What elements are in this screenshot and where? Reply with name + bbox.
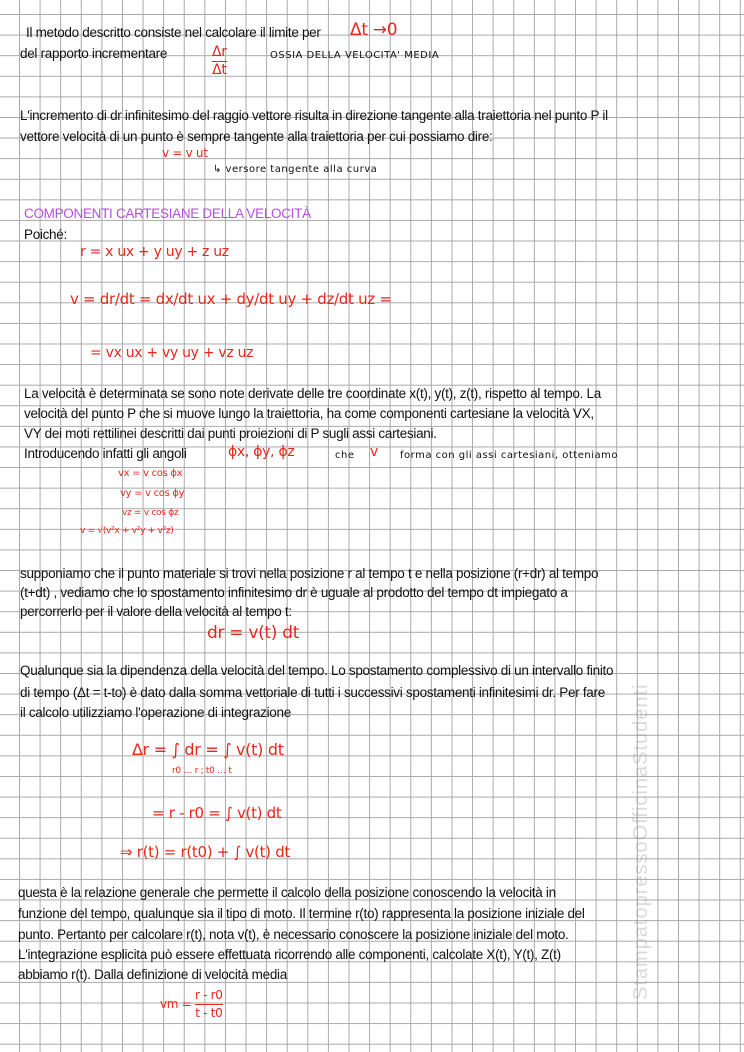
mean-velocity-formula (160, 987, 223, 1022)
text-line: di tempo (Δt = t-to) è dato dalla somma vettoriale di tutti i successivi spostamenti infinitesimi dr. Per fare (20, 685, 605, 700)
displacement-formula: dr = v(t) dt (207, 623, 300, 643)
text-line: del rapporto incrementare (20, 46, 168, 61)
text-line: L'incremento di dr infinitesimo del raggio vettore risulta in direzione tangente alla traiettoria nel punto P il (20, 108, 608, 123)
vy-formula: vy = v cos ϕy (120, 488, 185, 499)
watermark: StampatopressoOfficinaStudenti (630, 683, 652, 1000)
position-formula: r = x ux + y uy + z uz (80, 244, 229, 260)
section-title: COMPONENTI CARTESIANE DELLA VELOCITÀ (24, 206, 311, 221)
integral-formula: Δr = ∫ dr = ∫ v(t) dt (132, 740, 284, 759)
handwritten-note: che (335, 450, 355, 461)
ratio-formula (212, 44, 227, 79)
text-line: vettore velocità di un punto è sempre tangente alla traiettoria per cui possiamo dire: (20, 129, 493, 144)
text-line: abbiamo r(t). Dalla definizione di velocità media (18, 967, 287, 982)
integral-limits: r0 … r ; t0 … t (172, 766, 232, 776)
velocity-formula: v = v ut (162, 146, 208, 160)
text-line: questa è la relazione generale che permette il calcolo della posizione conoscendo la velocità in (18, 885, 556, 900)
vx-formula: vx = v cos ϕx (118, 468, 183, 479)
angles-formula: ϕx, ϕy, ϕz (228, 444, 295, 460)
formula-lhs: vm = (160, 997, 192, 1011)
velocity-components-formula: = vx ux + vy uy + vz uz (90, 345, 254, 361)
text-line: La velocità è determinata se sono note derivate delle tre coordinate x(t), y(t), z(t), rispetto al tempo. La (24, 386, 601, 401)
text-line: velocità del punto P che si muove lungo la traiettoria, ha come componenti cartesiane la velocità VX, (24, 406, 594, 421)
text-line: Qualunque sia la dipendenza della velocità del tempo. Lo spostamento complessivo di un intervallo finito (20, 663, 614, 678)
handwritten-note: ↳ versore tangente alla curva (213, 164, 378, 175)
text-line: Introducendo infatti gli angoli (24, 446, 187, 461)
denominator: t - t0 (195, 1006, 223, 1020)
text-line: Il metodo descritto consiste nel calcolare il limite per (26, 25, 321, 40)
numerator: Δr (212, 44, 227, 60)
numerator: r - r0 (195, 987, 223, 1005)
velocity-derivative-formula: v = dr/dt = dx/dt ux + dy/dt uy + dz/dt uz = (70, 290, 392, 308)
integral-formula-2: = r - r0 = ∫ v(t) dt (152, 804, 282, 822)
v-symbol: v (370, 444, 378, 460)
text-line: punto. Pertanto per calcolare r(t), nota v(t), è necessario conoscere la posizione iniziale del moto. (18, 927, 569, 942)
handwritten-note: OSSIA DELLA VELOCITA' MEDIA (270, 50, 440, 61)
handwritten-note: forma con gli assi cartesiani, otteniamo (400, 450, 618, 461)
text-line: L'integrazione esplicita può essere effettuata ricorrendo alle componenti, calcolate X(t), Y(t), Z(t) (18, 947, 561, 962)
text-line: (t+dt) , vediamo che lo spostamento infinitesimo dr è uguale al prodotto del tempo dt impiegato a (20, 585, 568, 600)
text-line: il calcolo utilizziamo l'operazione di integrazione (20, 705, 291, 720)
text-line: funzione del tempo, qualunque sia il tipo di moto. Il termine r(to) rappresenta la posizione iniziale del (18, 906, 585, 921)
text-line: percorrerlo per il valore della velocità al tempo t: (20, 604, 292, 619)
modulus-formula: v = √(v²x + v²y + v²z) (80, 526, 174, 536)
vz-formula: vz = v cos ϕz (122, 508, 179, 518)
text-line: VY dei moti rettilinei descritti dai punti proiezioni di P sugli assi cartesiani. (24, 426, 437, 441)
position-integral-formula: ⇒ r(t) = r(t0) + ∫ v(t) dt (120, 843, 291, 861)
limit-formula: Δt →0 (350, 20, 398, 40)
denominator: Δt (212, 62, 227, 78)
text-line: Poiché: (24, 227, 67, 242)
text-line: supponiamo che il punto materiale si trovi nella posizione r al tempo t e nella posizione (r+dr) al tempo (20, 566, 599, 581)
